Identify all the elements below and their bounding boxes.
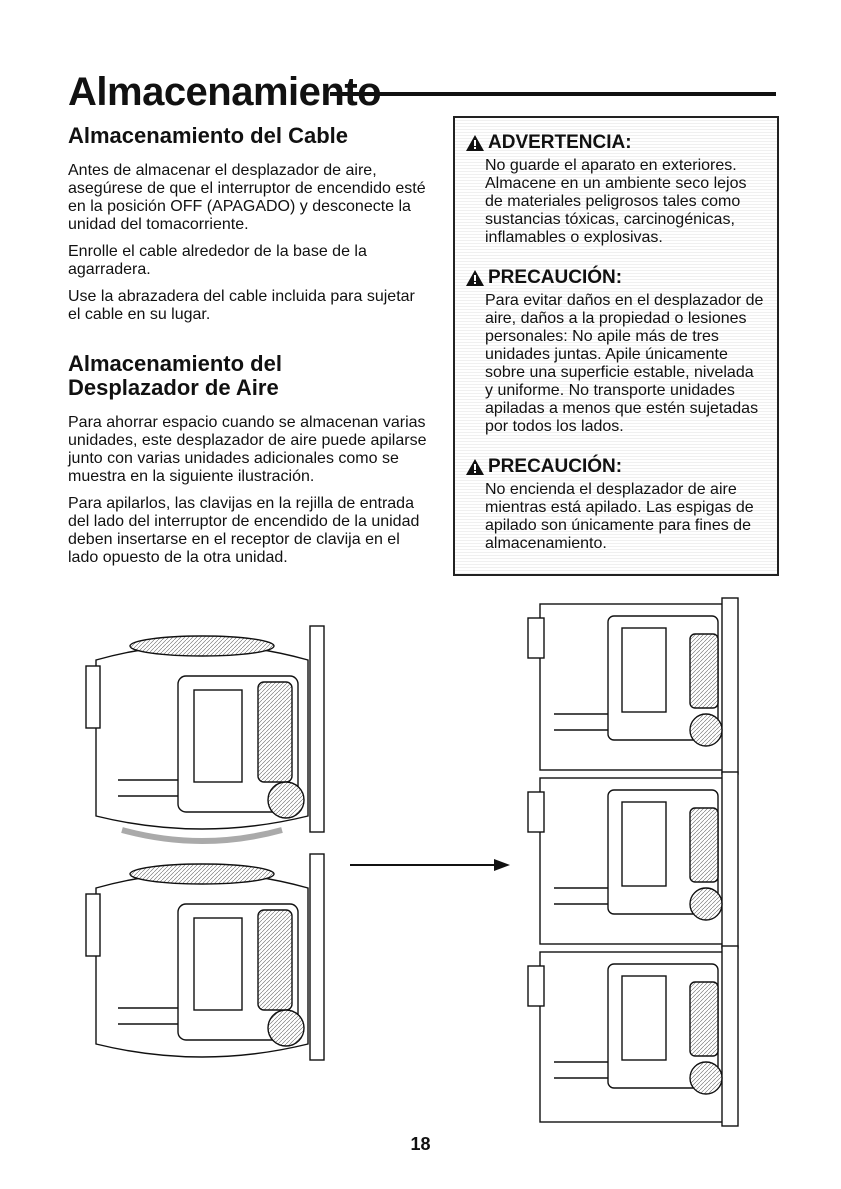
upper-unit	[86, 626, 324, 841]
lower-unit	[86, 854, 324, 1060]
caution-title-1: PRECAUCIÓN:	[488, 267, 623, 288]
caution-body-1: Para evitar daños en el desplazador de aire, daños a la propiedad o lesiones personales: No apile más de tres unidades juntas. Apile únicamente sobre una superficie estable, nivelada y uniforme. No transporte unidades apiladas a menos que estén sujetadas por todos los lados.	[485, 292, 764, 435]
warning-triangle-icon	[465, 269, 485, 287]
three-unit-stack-illustration	[520, 594, 742, 1128]
caution-title-2: PRECAUCIÓN:	[488, 456, 623, 477]
mover-heading-line2: Desplazador de Aire	[68, 375, 279, 400]
warning-triangle-icon	[465, 458, 485, 476]
mover-paragraph-1: Para ahorrar espacio cuando se almacenan varias unidades, este desplazador de aire puede apilarse junto con varias unidades adicionales como se muestra en la siguiente ilustración.	[68, 414, 427, 485]
bottom-unit	[528, 946, 738, 1126]
caution-block-1	[467, 267, 765, 436]
mover-storage-heading	[68, 352, 428, 400]
cable-paragraph-3: Use la abrazadera del cable incluida para sujetar el cable en su lugar.	[68, 288, 415, 323]
warnings-box	[453, 116, 779, 576]
cable-paragraph-2: Enrolle el cable alrededor de la base de la agarradera.	[68, 243, 367, 278]
mover-heading-line1: Almacenamiento del	[68, 351, 282, 376]
warning-title: ADVERTENCIA:	[488, 132, 632, 153]
cable-paragraph-1: Antes de almacenar el desplazador de aire, asegúrese de que el interruptor de encendido esté en la posición OFF (APAGADO) y desconecte la unidad del tomacorriente.	[68, 162, 426, 233]
warning-header	[465, 132, 765, 154]
left-column	[68, 124, 428, 576]
warning-triangle-icon	[465, 134, 485, 152]
warning-block	[467, 132, 765, 247]
caution-header-2	[465, 456, 765, 478]
mover-paragraph-2: Para apilarlos, las clavijas en la rejilla de entrada del lado del interruptor de encendido de la unidad deben insertarse en el receptor de clavija en el lado opuesto de la otra unidad.	[68, 495, 420, 566]
middle-unit	[528, 772, 738, 948]
right-arrow-icon	[350, 858, 510, 872]
caution-header-1	[465, 267, 765, 289]
page-title: Almacenamiento	[68, 70, 382, 114]
two-unit-stack-illustration	[82, 620, 332, 1072]
page-number: 18	[410, 1134, 431, 1154]
caution-block-2	[467, 456, 765, 553]
cable-storage-heading: Almacenamiento del Cable	[68, 123, 348, 148]
caution-body-2: No encienda el desplazador de aire mientras está apilado. Las espigas de apilado son únicamente para fines de almacenamiento.	[485, 481, 754, 552]
warning-body: No guarde el aparato en exteriores. Almacene en un ambiente seco lejos de materiales peligrosos tales como sustancias tóxicas, carcinogénicas, inflamables o explosivas.	[485, 157, 747, 246]
title-rule	[330, 92, 776, 96]
top-unit	[528, 598, 738, 774]
page-header	[68, 68, 776, 118]
